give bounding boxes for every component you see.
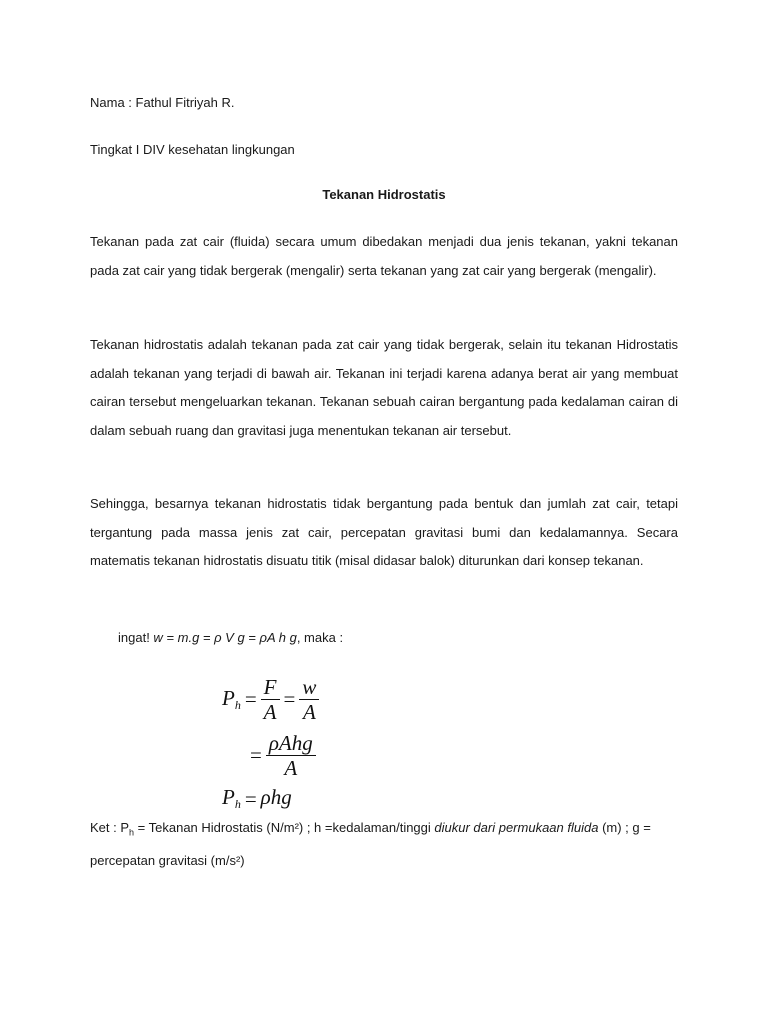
paragraph-2: Tekanan hidrostatis adalah tekanan pada zat cair yang tidak bergerak, selain itu tekanan Hidrostatis adalah tekanan yang terjadi di bawah air. Tekanan ini terjadi karena adanya berat air yang membuat cairan tersebut mengeluarkan tekanan. Tekanan sebuah cairan bergantung pada kedalaman cairan di dalam sebuah ruang dan gravitasi juga menentukan tekanan air tersebut. bbox=[90, 337, 678, 439]
formula-result: ρhg bbox=[260, 785, 292, 809]
ingat-math: w = m.g = ρ V g = ρA h g bbox=[153, 630, 297, 645]
ket-part-1: Ket : P bbox=[90, 820, 130, 835]
formula-ph: P bbox=[222, 785, 235, 809]
formula-ph-sub: h bbox=[234, 797, 241, 811]
formula-ph: P bbox=[222, 686, 235, 710]
formula-eq: = bbox=[283, 687, 296, 711]
ket-italic: diukur dari permukaan fluida bbox=[434, 820, 599, 835]
ket-sub-h: h bbox=[129, 827, 135, 838]
formula-eq: = bbox=[250, 743, 262, 767]
formula-line-2 bbox=[246, 731, 316, 780]
document-title: Tekanan Hidrostatis bbox=[322, 187, 446, 202]
name-line: Nama : Fathul Fitriyah R. bbox=[90, 95, 235, 110]
ingat-line bbox=[118, 630, 343, 645]
fraction-numerator: F bbox=[261, 675, 280, 700]
ket-note bbox=[90, 814, 690, 875]
formula-eq: = bbox=[244, 786, 257, 811]
ingat-prefix: ingat! bbox=[118, 630, 154, 645]
formula-ph-sub: h bbox=[234, 698, 241, 712]
fraction-numerator: ρAhg bbox=[266, 731, 316, 756]
fraction-f-over-a bbox=[261, 675, 280, 724]
formula-line-1 bbox=[222, 675, 319, 724]
paragraph-1: Tekanan pada zat cair (fluida) secara umum dibedakan menjadi dua jenis tekanan, yakni tekanan pada zat cair yang tidak bergerak (mengalir) serta tekanan yang zat cair yang bergerak (mengalir). bbox=[90, 234, 678, 278]
fraction-rhoahg-over-a bbox=[266, 731, 316, 780]
formula-eq: = bbox=[244, 687, 257, 711]
ket-part-3: (m) ; g = percepatan gravitasi (m/s²) bbox=[90, 820, 651, 868]
fraction-numerator: w bbox=[299, 675, 319, 700]
paragraph-3: Sehingga, besarnya tekanan hidrostatis tidak bergantung pada bentuk dan jumlah zat cair, tetapi tergantung pada massa jenis zat cair, percepatan gravitasi bumi dan kedalamannya. Secara matematis tekanan hidrostatis disuatu titik (misal didasar balok) diturunkan dari konsep tekanan. bbox=[90, 496, 678, 569]
fraction-denominator: A bbox=[284, 756, 298, 780]
fraction-denominator: A bbox=[263, 700, 277, 724]
fraction-w-over-a bbox=[299, 675, 319, 724]
formula-line-3 bbox=[222, 785, 292, 812]
fraction-denominator: A bbox=[302, 700, 316, 724]
ingat-suffix: , maka : bbox=[296, 630, 344, 645]
level-line: Tingkat I DIV kesehatan lingkungan bbox=[90, 142, 295, 157]
ket-part-2: = Tekanan Hidrostatis (N/m²) ; h =kedalaman/tinggi bbox=[134, 820, 435, 835]
